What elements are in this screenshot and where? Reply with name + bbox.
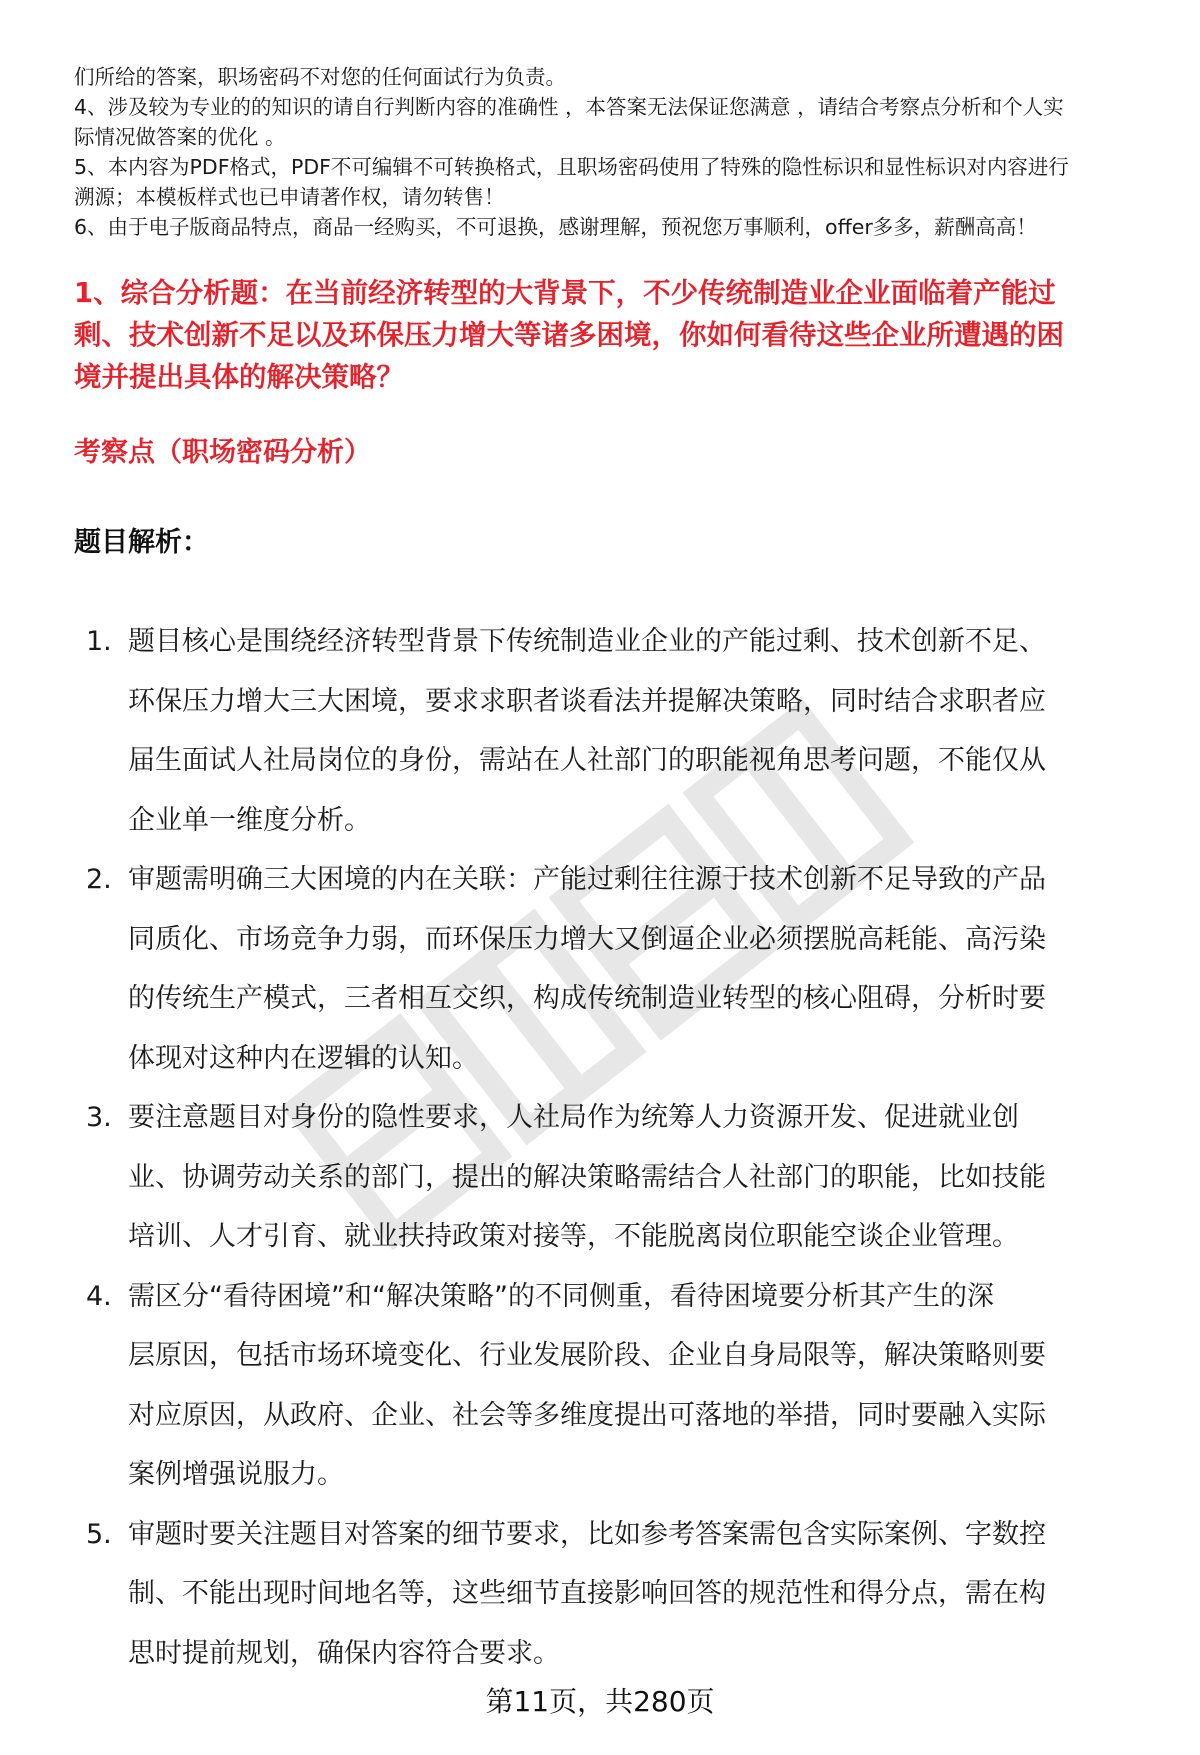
question-title [74,272,1154,398]
item-line: 环保压力增大三大困境，要求求职者谈看法并提解决策略，同时结合求职者应 [128,685,1046,717]
item-number: 1. [86,626,112,657]
item-line: 制、不能出现时间地名等，这些细节直接影响回答的规范性和得分点，需在构 [128,1578,1046,1609]
item-number: 4. [86,1280,112,1312]
item-line: 层原因，包括市场环境变化、行业发展阶段、企业自身局限等，解决策略则要 [128,1340,1046,1371]
question-line: 1、综合分析题：在当前经济转型的大背景下，不少传统制造业企业面临着产能过 [74,277,1056,309]
item-line: 的传统生产模式，三者相互交织，构成传统制造业转型的核心阻碍，分析时要 [128,983,1046,1014]
analysis-item [74,1267,1164,1505]
page-footer: 第11页，共280页 [485,1685,715,1718]
question-line: 境并提出具体的解决策略？ [74,361,404,393]
analysis-item [74,1088,1164,1267]
item-line: 企业单一维度分析。 [128,804,371,836]
notice-line: 溯源；本模板样式也已申请著作权，请勿转售！ [74,185,505,209]
item-line: 要注意题目对身份的隐性要求，人社局作为统筹人力资源开发、促进就业创 [128,1102,1019,1133]
notice-line: 5、本内容为PDF格式，PDF不可编辑不可转换格式，且职场密码使用了特殊的隐性标识和显性标识对内容进行 [74,155,1069,179]
item-line: 题目核心是围绕经济转型背景下传统制造业企业的产能过剩、技术创新不足、 [128,626,1046,657]
item-line: 审题需明确三大困境的内在关联：产能过剩往往源于技术创新不足导致的产品 [128,864,1046,895]
item-number: 3. [86,1102,112,1133]
notice-block [74,62,1164,242]
kaocha-label: 考察点（职场密码分析） [74,437,371,468]
item-line: 案例增强说服力。 [128,1459,344,1490]
analysis-heading: 题目解析： [74,527,209,558]
notice-line: 际情况做答案的优化 。 [74,125,286,149]
analysis-item [74,612,1164,850]
item-line: 体现对这种内在逻辑的认知。 [128,1042,479,1074]
item-number: 2. [86,864,112,895]
item-line: 培训、人才引育、就业扶持政策对接等，不能脱离岗位职能空谈企业管理。 [128,1221,1019,1252]
item-line: 需区分“看待困境”和“解决策略”的不同侧重，看待困境要分析其产生的深 [128,1280,994,1312]
notice-line: 6、由于电子版商品特点，商品一经购买，不可退换，感谢理解，预祝您万事顺利，offer多多，薪酬高高！ [74,215,1037,239]
item-line: 同质化、市场竞争力弱，而环保压力增大又倒逼企业必须摆脱高耗能、高污染 [128,923,1046,955]
item-line: 业、协调劳动关系的部门，提出的解决策略需结合人社部门的职能，比如技能 [128,1161,1046,1193]
item-line: 思时提前规划，确保内容符合要求。 [128,1637,560,1669]
question-line: 剩、技术创新不足以及环保压力增大等诸多困境，你如何看待这些企业所遭遇的困 [74,319,1064,351]
item-line: 审题时要关注题目对答案的细节要求，比如参考答案需包含实际案例、字数控 [128,1518,1046,1550]
item-line: 届生面试人社局岗位的身份，需站在人社部门的职能视角思考问题，不能仅从 [128,745,1046,776]
analysis-item [74,1505,1164,1684]
analysis-list [74,612,1164,1683]
item-number: 5. [86,1518,112,1550]
analysis-item [74,850,1164,1088]
notice-line: 们所给的答案，职场密码不对您的任何面试行为负责。 [74,65,566,89]
notice-line: 4、涉及较为专业的的知识的请自行判断内容的准确性 ，本答案无法保证您满意 ，请结合考察点分析和个人实 [74,95,1064,119]
item-line: 对应原因，从政府、企业、社会等多维度提出可落地的举措，同时要融入实际 [128,1399,1046,1431]
